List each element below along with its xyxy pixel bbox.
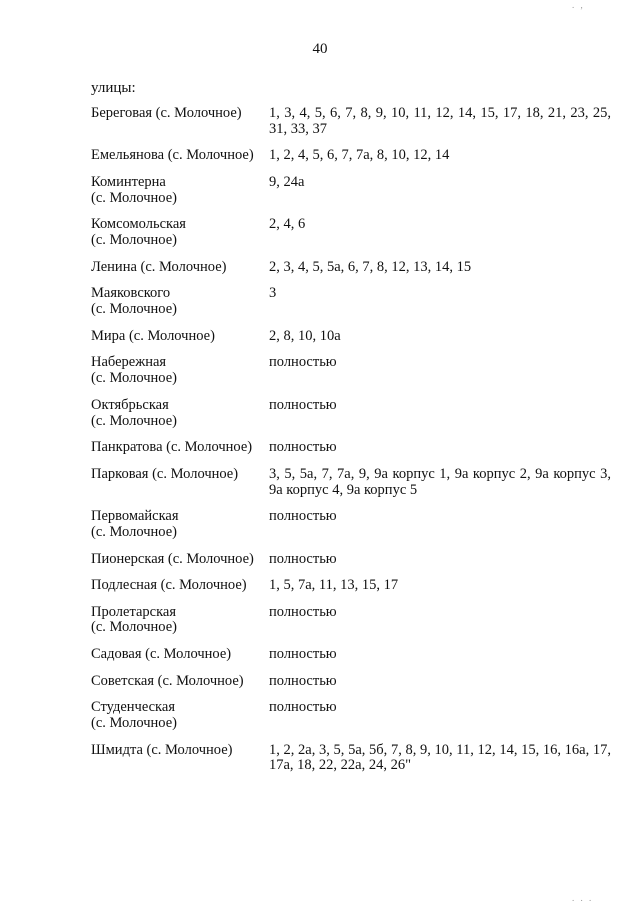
street-name-line: (с. Молочное) — [91, 301, 177, 318]
street-row — [91, 398, 611, 430]
street-name — [91, 647, 269, 663]
street-name-line: Береговая (с. Молочное) — [91, 105, 242, 121]
street-row — [91, 578, 611, 594]
house-numbers: 1, 2, 2а, 3, 5, 5а, 5б, 7, 8, 9, 10, 11, 12, 14, 15, 16, 16а, 17, 17а, 18, 22, 22а, 24, 26" — [269, 741, 611, 774]
house-numbers: полностью — [269, 354, 337, 371]
house-numbers: 3 — [269, 285, 277, 302]
street-name-line: Мира (с. Молочное) — [91, 327, 215, 344]
house-numbers: 1, 5, 7а, 11, 13, 15, 17 — [269, 577, 399, 594]
house-numbers: 2, 4, 6 — [269, 216, 306, 233]
house-numbers: полностью — [269, 699, 337, 716]
house-numbers: полностью — [269, 672, 337, 689]
street-name — [91, 743, 269, 775]
street-name — [91, 175, 269, 207]
street-row — [91, 647, 611, 663]
street-name-line: Шмидта (с. Молочное) — [91, 741, 233, 758]
street-row — [91, 260, 611, 276]
house-numbers: 2, 8, 10, 10а — [269, 327, 341, 344]
street-name — [91, 106, 269, 138]
street-name-line: Панкратова (с. Молочное) — [91, 439, 253, 456]
street-name-line: Первомайская — [91, 508, 179, 525]
house-numbers: полностью — [269, 508, 337, 525]
street-list — [91, 106, 611, 785]
street-name-line: Подлесная (с. Молочное) — [91, 577, 247, 594]
street-name — [91, 440, 269, 456]
house-numbers: 2, 3, 4, 5, 5а, 6, 7, 8, 12, 13, 14, 15 — [269, 258, 472, 275]
street-name — [91, 605, 269, 637]
street-name-line: (с. Молочное) — [91, 619, 177, 636]
street-row — [91, 175, 611, 207]
street-row — [91, 355, 611, 387]
street-name — [91, 674, 269, 690]
street-name-line: (с. Молочное) — [91, 370, 177, 387]
house-numbers: полностью — [269, 646, 337, 663]
street-name — [91, 467, 269, 499]
street-row — [91, 467, 611, 499]
street-name-line: (с. Молочное) — [91, 715, 177, 732]
street-row — [91, 440, 611, 456]
house-numbers: 1, 2, 4, 5, 6, 7, 7а, 8, 10, 12, 14 — [269, 147, 450, 164]
street-name — [91, 700, 269, 732]
street-name-line: Пролетарская — [91, 603, 177, 620]
street-row — [91, 148, 611, 164]
house-numbers: 3, 5, 5а, 7, 7а, 9, 9а корпус 1, 9а корпус 2, 9а корпус 3, 9а корпус 4, 9а корпус 5 — [269, 465, 611, 498]
street-name-line: Емельянова (с. Молочное) — [91, 147, 254, 164]
street-name-line: Советская (с. Молочное) — [91, 672, 244, 689]
street-row — [91, 605, 611, 637]
street-name — [91, 552, 269, 568]
street-name — [91, 355, 269, 387]
street-name — [91, 217, 269, 249]
house-numbers: 9, 24а — [269, 173, 305, 190]
house-numbers: полностью — [269, 603, 337, 620]
street-name-line: (с. Молочное) — [91, 412, 177, 429]
house-numbers: полностью — [269, 550, 337, 567]
street-name — [91, 260, 269, 276]
scan-mark-top: . , — [572, 0, 585, 10]
street-row — [91, 217, 611, 249]
street-name — [91, 578, 269, 594]
house-numbers: 1, 3, 4, 5, 6, 7, 8, 9, 10, 11, 12, 14, 15, 17, 18, 21, 23, 25, 31, 33, 37 — [269, 105, 611, 137]
street-name-line: Пионерская (с. Молочное) — [91, 550, 254, 567]
street-name-line: Парковая (с. Молочное) — [91, 465, 239, 482]
intro-label: улицы: — [91, 80, 136, 96]
page-number: 40 — [312, 41, 328, 57]
street-name-line: (с. Молочное) — [91, 232, 177, 249]
street-row — [91, 743, 611, 775]
street-name-line: (с. Молочное) — [91, 523, 177, 540]
street-name-line: Коминтерна — [91, 173, 166, 190]
street-row — [91, 700, 611, 732]
street-row — [91, 329, 611, 345]
street-row — [91, 509, 611, 541]
street-name-line: Набережная — [91, 354, 167, 371]
street-name-line: Ленина (с. Молочное) — [91, 258, 227, 275]
street-name — [91, 286, 269, 318]
street-name — [91, 329, 269, 345]
scan-mark-bottom: . . . — [572, 893, 594, 903]
street-row — [91, 106, 611, 138]
street-name-line: Садовая (с. Молочное) — [91, 646, 232, 663]
street-name-line: Студенческая — [91, 699, 175, 716]
street-row — [91, 674, 611, 690]
street-name — [91, 398, 269, 430]
street-name-line: Маяковского — [91, 285, 171, 302]
street-name-line: (с. Молочное) — [91, 189, 177, 206]
house-numbers: полностью — [269, 439, 337, 456]
street-row — [91, 552, 611, 568]
street-name — [91, 509, 269, 541]
house-numbers: полностью — [269, 396, 337, 413]
street-row — [91, 286, 611, 318]
street-name-line: Комсомольская — [91, 216, 186, 233]
street-name — [91, 148, 269, 164]
street-name-line: Октябрьская — [91, 396, 169, 413]
